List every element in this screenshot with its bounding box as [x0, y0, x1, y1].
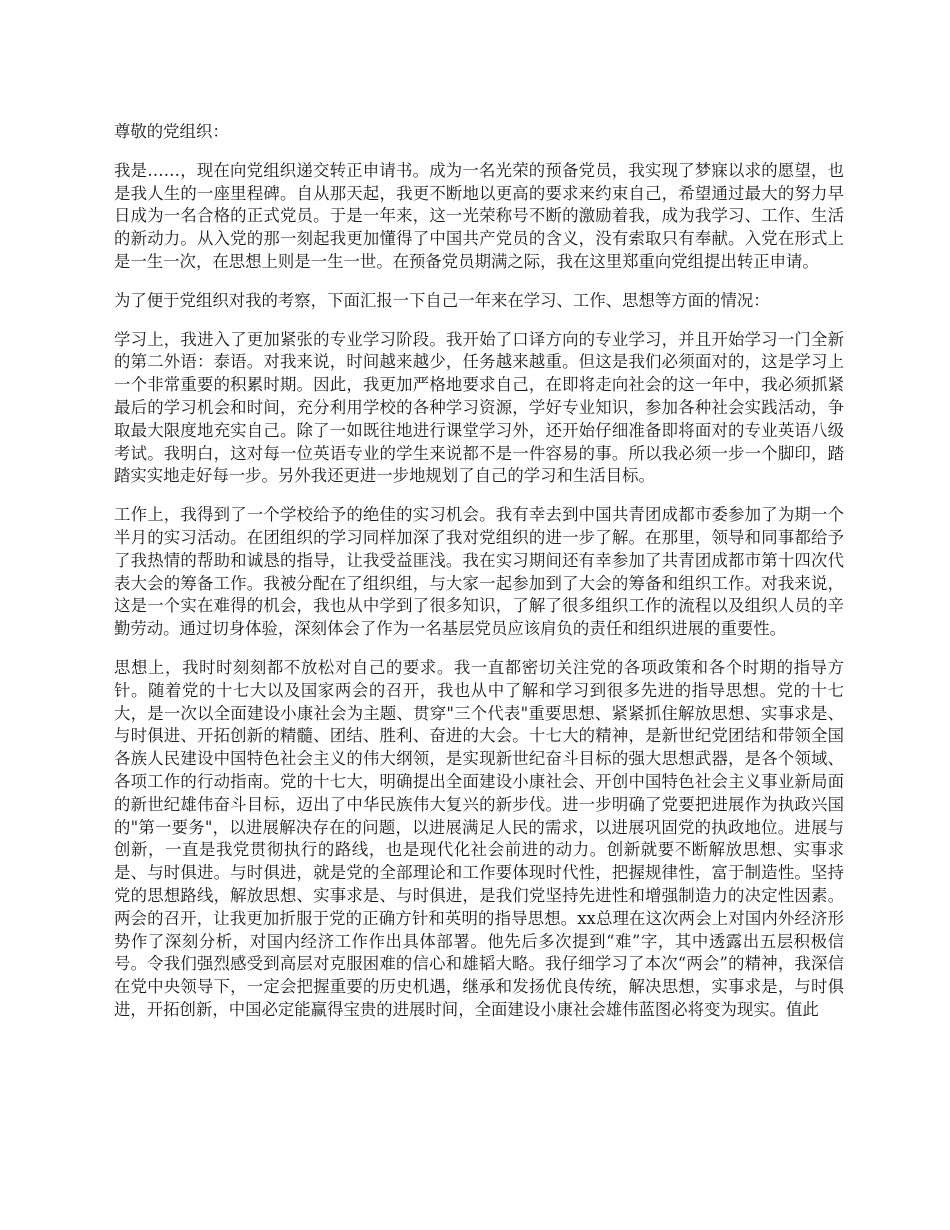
paragraph-intro: 我是……，现在向党组织递交转正申请书。成为一名光荣的预备党员，我实现了梦寐以求的愿望，也是我人生的一座里程碑。自从那天起，我更不断地以更高的要求来约束自己，希望通过最大的努力早日成为一名合格的正式党员。于是一年来，这一光荣称号不断的激励着我，成为我学习、工作、生活的新动力。从入党的那一刻起我更加懂得了中国共产党员的含义，没有索取只有奉献。入党在形式上是一生一次，在思想上则是一生一世。在预备党员期满之际，我在这里郑重向党组提出转正申请。 [114, 160, 844, 271]
greeting: 尊敬的党组织： [114, 122, 229, 141]
paragraph-study: 学习上，我进入了更加紧张的专业学习阶段。我开始了口译方向的专业学习，并且开始学习一门全新的第二外语：泰语。对我来说，时间越来越少，任务越来越重。但这是我们必须面对的，这是学习上一个非常重要的积累时期。因此，我更加严格地要求自己，在即将走向社会的这一年中，我必须抓紧最后的学习机会和时间，充分利用学校的各种学习资源，学好专业知识，参加各种社会实践活动，争取最大限度地充实自己。除了一如既往地进行课堂学习外，还开始仔细准备即将面对的专业英语八级考试。我明白，这对每一位英语专业的学生来说都不是一件容易的事。所以我必须一步一个脚印，踏踏实实地走好每一步。另外我还更进一步地规划了自己的学习和生活目标。 [114, 329, 844, 486]
paragraph-thought: 思想上，我时时刻刻都不放松对自己的要求。我一直都密切关注党的各项政策和各个时期的指导方针。随着党的十七大以及国家两会的召开，我也从中了解和学习到很多先进的指导思想。党的十七大，是一次以全面建设小康社会为主题、贯穿"三个代表"重要思想、紧紧抓住解放思想、实事求是、与时俱进、开拓创新的精髓、团结、胜利、奋进的大会。十七大的精神，是新世纪党团结和带领全国各族人民建设中国特色社会主义的伟大纲领，是实现新世纪奋斗目标的强大思想武器，是各个领域、各项工作的行动指南。党的十七大，明确提出全面建设小康社会、开创中国特色社会主义事业新局面的新世纪雄伟奋斗目标，迈出了中华民族伟大复兴的新步伐。进一步明确了党要把进展作为执政兴国的"第一要务"，以进展解决存在的问题，以进展满足人民的需求，以进展巩固党的执政地位。进展与创新，一直是我党贯彻执行的路线，也是现代化社会前进的动力。创新就要不断解放思想、实事求是、与时俱进。与时俱进，就是党的全部理论和工作要体现时代性，把握规律性，富于制造性。坚持党的思想路线，解放思想、实事求是、与时俱进，是我们党坚持先进性和增强制造力的决定性因素。两会的召开，让我更加折服于党的正确方针和英明的指导思想。xx总理在这次两会上对国内外经济形势作了深刻分析，对国内经济工作作出具体部署。他先后多次提到“难”字，其中透露出五层积极信号。令我们强烈感受到高层对克服困难的信心和雄韬大略。我仔细学习了本次“两会”的精神，我深信在党中央领导下，一定会把握重要的历史机遇，继承和发扬优良传统，解决思想，实事求是，与时俱进，开拓创新，中国必定能赢得宝贵的进展时间，全面建设小康社会雄伟蓝图必将变为现实。值此 [114, 657, 844, 1019]
letter-body [114, 121, 844, 1038]
paragraph-work: 工作上，我得到了一个学校给予的绝佳的实习机会。我有幸去到中国共青团成都市委参加了为期一个半月的实习活动。在团组织的学习同样加深了我对党组织的进一步了解。在那里，领导和同事都给予了我热情的帮助和诚恳的指导，让我受益匪浅。我在实习期间还有幸参加了共青团成都市第十四次代表大会的筹备工作。我被分配在了组织组，与大家一起参加到了大会的筹备和组织工作。对我来说，这是一个实在难得的机会，我也从中学到了很多知识，了解了很多组织工作的流程以及组织人员的辛勤劳动。通过切身体验，深刻体会了作为一名基层党员应该肩负的责任和组织进展的重要性。 [114, 505, 844, 639]
paragraph-report-preface: 为了便于党组织对我的考察，下面汇报一下自己一年来在学习、工作、思想等方面的情况： [114, 290, 770, 310]
